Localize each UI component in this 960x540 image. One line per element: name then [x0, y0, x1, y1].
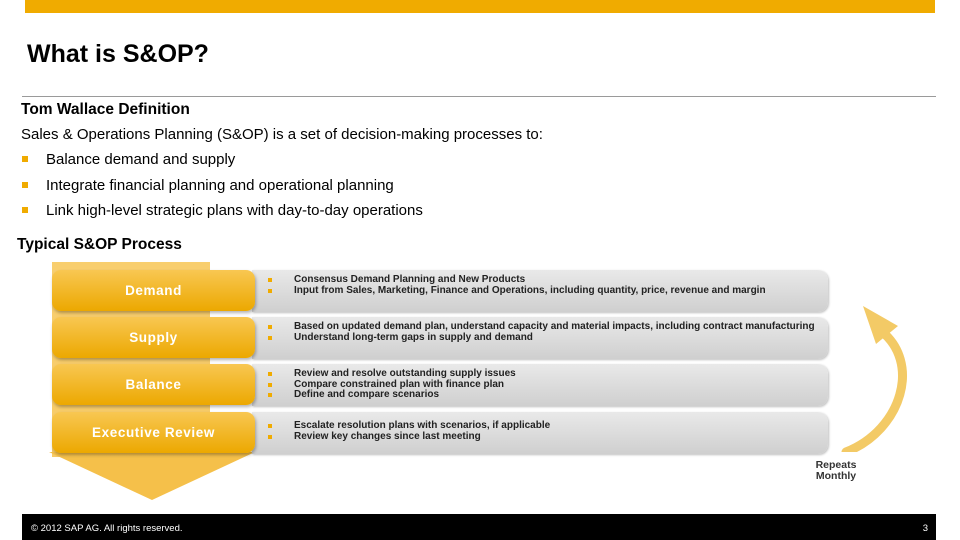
- stage-balance: Balance: [52, 364, 255, 405]
- copyright-text: © 2012 SAP AG. All rights reserved.: [31, 523, 183, 534]
- detail-item: [268, 333, 820, 344]
- bullet-text: Balance demand and supply: [46, 151, 236, 168]
- monthly-label-line: Monthly: [815, 470, 857, 482]
- stage-details: [268, 421, 820, 442]
- detail-text: Define and compare scenarios: [294, 389, 440, 400]
- page-number: 3: [922, 523, 928, 534]
- stage-row-demand: [252, 270, 828, 312]
- repeats-monthly-label: [804, 460, 868, 482]
- detail-item: [268, 390, 820, 401]
- definition-heading: Tom Wallace Definition: [21, 101, 190, 118]
- footer-bar: [22, 514, 936, 540]
- square-bullet-icon: [268, 325, 272, 329]
- square-bullet-icon: [268, 336, 272, 340]
- detail-text: Review key changes since last meeting: [294, 430, 481, 442]
- square-bullet-icon: [268, 278, 272, 282]
- bullet-item: [21, 151, 423, 177]
- square-bullet-icon: [268, 424, 272, 428]
- stage-row-executive-review: [252, 412, 828, 454]
- stage-details: [268, 275, 820, 296]
- detail-item: [268, 286, 820, 297]
- square-bullet-icon: [268, 383, 272, 387]
- bullet-text: Integrate financial planning and operational planning: [46, 176, 394, 194]
- detail-text: Understand long-term gaps in supply and demand: [294, 331, 533, 343]
- sop-process-diagram: [44, 262, 936, 502]
- stage-supply: Supply: [52, 317, 255, 358]
- repeats-label-line: Repeats: [815, 459, 857, 471]
- detail-text: Review and resolve outstanding supply issues: [294, 368, 516, 379]
- title-divider: [22, 96, 936, 97]
- stage-row-balance: [252, 364, 828, 406]
- detail-text: Input from Sales, Marketing, Finance and Operations, including quantity, price, revenue and margin: [294, 284, 766, 296]
- slide-title: What is S&OP?: [27, 40, 209, 68]
- monthly-cycle-arrow-icon: [814, 292, 914, 452]
- square-bullet-icon: [268, 289, 272, 293]
- square-bullet-icon: [268, 372, 272, 376]
- bullet-item: [21, 202, 423, 228]
- detail-item: [268, 432, 820, 443]
- detail-text: Escalate resolution plans with scenarios, if applicable: [294, 420, 551, 431]
- top-accent-bar: [25, 0, 935, 13]
- bullet-text: Link high-level strategic plans with day-to-day operations: [46, 202, 423, 219]
- stage-demand: Demand: [52, 270, 255, 311]
- detail-text: Based on updated demand plan, understand capacity and material impacts, including contract manufacturing: [294, 321, 815, 332]
- square-bullet-icon: [22, 182, 28, 188]
- definition-bullet-list: [21, 151, 423, 228]
- definition-intro: Sales & Operations Planning (S&OP) is a set of decision-making processes to:: [21, 126, 543, 143]
- square-bullet-icon: [268, 435, 272, 439]
- detail-text: Compare constrained plan with finance plan: [294, 378, 505, 390]
- stage-details: [268, 322, 820, 343]
- detail-text: Consensus Demand Planning and New Products: [294, 274, 526, 285]
- stage-executive-review: Executive Review: [52, 412, 255, 453]
- square-bullet-icon: [22, 207, 28, 213]
- bullet-item: [21, 177, 423, 203]
- stage-row-supply: [252, 317, 828, 359]
- process-heading: Typical S&OP Process: [17, 236, 182, 253]
- square-bullet-icon: [268, 393, 272, 397]
- square-bullet-icon: [22, 156, 28, 162]
- stage-details: [268, 369, 820, 401]
